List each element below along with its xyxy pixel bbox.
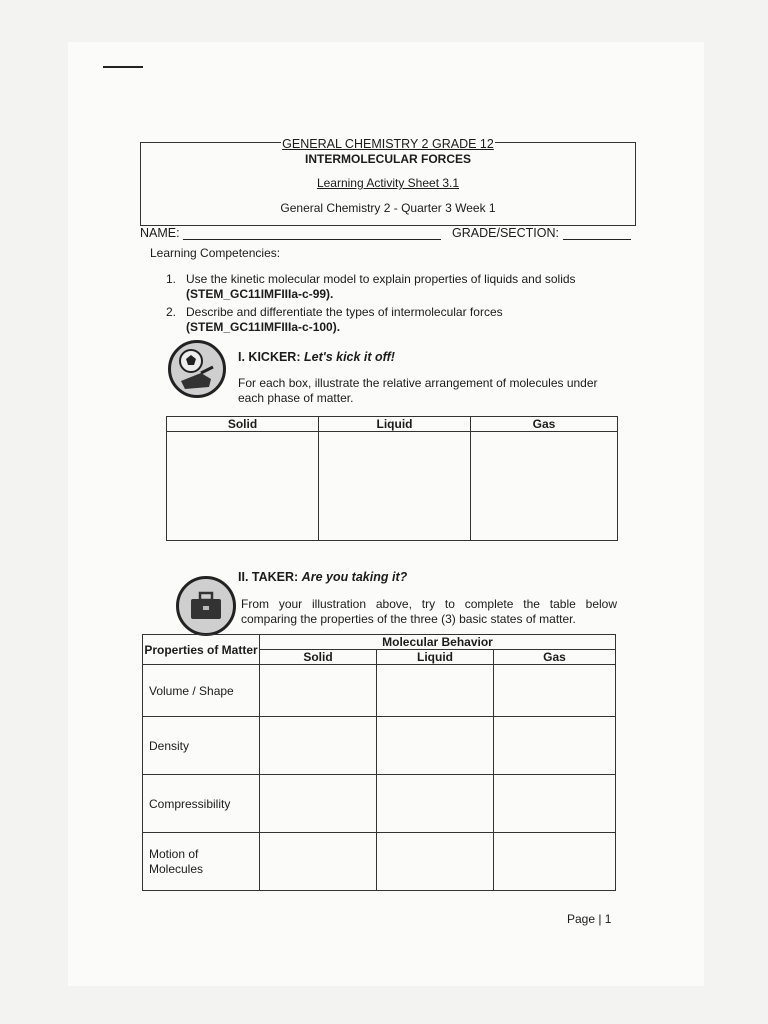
column-header-gas: Gas: [471, 417, 618, 432]
row-label: Motion of Molecules: [143, 833, 260, 891]
kicker-instruction: For each box, illustrate the relative arrangement of molecules under each phase of matter.: [238, 376, 598, 405]
phase-illustration-table: [166, 416, 618, 541]
competencies-heading: Learning Competencies:: [150, 246, 281, 260]
briefcase-icon: [176, 576, 236, 636]
answer-cell[interactable]: [260, 775, 377, 833]
properties-table: [142, 634, 616, 891]
row-label: Volume / Shape: [143, 665, 260, 717]
topic-title: INTERMOLECULAR FORCES: [305, 152, 471, 166]
column-header-solid: Solid: [167, 417, 319, 432]
table-row: [143, 717, 616, 775]
page-number: Page | 1: [567, 912, 612, 926]
liquid-drawing-box[interactable]: [319, 432, 471, 541]
column-header-gas: Gas: [494, 650, 616, 665]
answer-cell[interactable]: [260, 833, 377, 891]
corner-mark: [103, 66, 143, 68]
name-field[interactable]: [183, 227, 441, 240]
competency-item: 2. Describe and differentiate the types of intermolecular forces (STEM_GC11IMFIIIa-c-100).: [166, 305, 503, 334]
answer-cell[interactable]: [494, 665, 616, 717]
competency-code: (STEM_GC11IMFIIIa-c-100).: [186, 320, 341, 334]
table-row: [143, 775, 616, 833]
column-header-liquid: Liquid: [377, 650, 494, 665]
row-label: Compressibility: [143, 775, 260, 833]
taker-instruction: From your illustration above, try to complete the table below comparing the properties of the three (3) basic states of matter.: [241, 597, 617, 626]
answer-cell[interactable]: [377, 717, 494, 775]
name-row: [140, 226, 634, 240]
answer-cell[interactable]: [494, 717, 616, 775]
name-label: NAME:: [140, 226, 180, 240]
quarter-line: General Chemistry 2 - Quarter 3 Week 1: [280, 201, 496, 215]
competency-item: 1. Use the kinetic molecular model to explain properties of liquids and solids (STEM_GC11IMFIIIa-c-99).: [166, 272, 576, 301]
table-row: [143, 665, 616, 717]
grade-section-field[interactable]: [563, 227, 631, 240]
molecular-behavior-header: Molecular Behavior: [260, 635, 616, 650]
column-header-solid: Solid: [260, 650, 377, 665]
header-box: [140, 137, 636, 226]
competency-text: Use the kinetic molecular model to explain properties of liquids and solids: [186, 272, 576, 286]
answer-cell[interactable]: [494, 775, 616, 833]
answer-cell[interactable]: [260, 717, 377, 775]
competency-text: Describe and differentiate the types of intermolecular forces: [186, 305, 503, 319]
activity-title: Learning Activity Sheet 3.1: [316, 176, 460, 190]
gas-drawing-box[interactable]: [471, 432, 618, 541]
answer-cell[interactable]: [260, 665, 377, 717]
course-title: GENERAL CHEMISTRY 2 GRADE 12: [282, 137, 494, 151]
answer-cell[interactable]: [377, 775, 494, 833]
answer-cell[interactable]: [494, 833, 616, 891]
column-header-liquid: Liquid: [319, 417, 471, 432]
kicker-heading: I. KICKER: Let's kick it off!: [238, 350, 395, 364]
competency-code: (STEM_GC11IMFIIIa-c-99).: [186, 287, 334, 301]
properties-header: Properties of Matter: [143, 635, 260, 665]
taker-heading: II. TAKER: Are you taking it?: [238, 570, 408, 584]
solid-drawing-box[interactable]: [167, 432, 319, 541]
answer-cell[interactable]: [377, 833, 494, 891]
row-label: Density: [143, 717, 260, 775]
answer-cell[interactable]: [377, 665, 494, 717]
table-row: [143, 833, 616, 891]
soccer-ball-icon: [168, 340, 226, 398]
grade-section-label: GRADE/SECTION:: [452, 226, 560, 240]
